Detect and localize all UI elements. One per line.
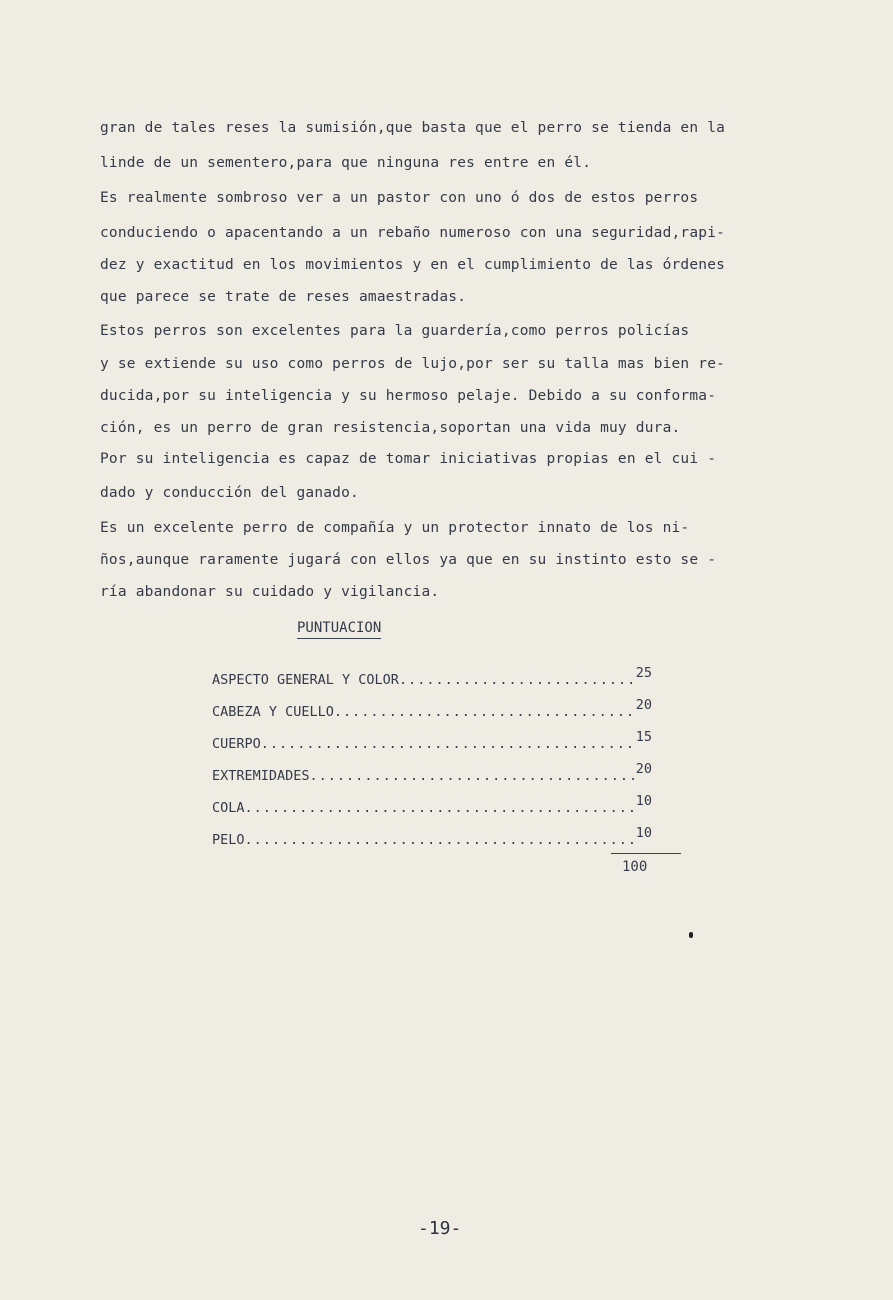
body-line: dado y conducción del ganado. <box>100 485 359 501</box>
score-label: COLA <box>212 800 245 816</box>
body-line: gran de tales reses la sumisión,que basta que el perro se tienda en la <box>100 120 726 136</box>
leader-dots <box>245 800 636 816</box>
scoring-title: PUNTUACION <box>297 620 381 639</box>
body-line: Es un excelente perro de compañía y un protector innato de los ni- <box>100 520 690 536</box>
body-line: y se extiende su uso como perros de lujo,por ser su talla mas bien re- <box>100 356 726 372</box>
score-label: PELO <box>212 832 245 848</box>
score-row <box>212 761 652 784</box>
score-row <box>212 665 652 688</box>
score-label: CUERPO <box>212 736 261 752</box>
ink-speck <box>689 932 693 938</box>
bleed-through-text <box>112 300 812 660</box>
score-row <box>212 729 652 752</box>
leader-dots <box>261 736 636 752</box>
body-line: linde de un sementero,para que ninguna res entre en él. <box>100 155 592 171</box>
score-label: ASPECTO GENERAL Y COLOR <box>212 672 399 688</box>
score-row <box>212 825 652 848</box>
body-line: que parece se trate de reses amaestradas. <box>100 289 467 305</box>
body-line: ños,aunque raramente jugará con ellos ya que en su instinto esto se - <box>100 552 717 568</box>
score-label: CABEZA Y CUELLO <box>212 704 334 720</box>
body-line: Estos perros son excelentes para la guardería,como perros policías <box>100 323 690 339</box>
body-line: Por su inteligencia es capaz de tomar iniciativas propias en el cui - <box>100 451 717 467</box>
leader-dots <box>399 672 636 688</box>
score-total: 100 <box>622 859 648 875</box>
leader-dots <box>245 832 636 848</box>
sum-rule <box>611 853 681 854</box>
leader-dots <box>310 768 636 784</box>
score-value: 20 <box>635 761 652 777</box>
body-line: ducida,por su inteligencia y su hermoso pelaje. Debido a su conforma- <box>100 388 717 404</box>
score-value: 10 <box>635 825 652 841</box>
score-value: 25 <box>635 665 652 681</box>
score-value: 15 <box>635 729 652 745</box>
page-number: -19- <box>418 1218 462 1239</box>
score-row <box>212 793 652 816</box>
score-row <box>212 697 652 720</box>
body-line: Es realmente sombroso ver a un pastor con uno ó dos de estos perros <box>100 190 699 206</box>
body-line: dez y exactitud en los movimientos y en el cumplimiento de las órdenes <box>100 257 726 273</box>
leader-dots <box>334 704 636 720</box>
body-line: ción, es un perro de gran resistencia,soportan una vida muy dura. <box>100 420 681 436</box>
body-line: conduciendo o apacentando a un rebaño numeroso con una seguridad,rapi- <box>100 225 726 241</box>
score-value: 10 <box>635 793 652 809</box>
score-label: EXTREMIDADES <box>212 768 310 784</box>
score-value: 20 <box>635 697 652 713</box>
body-line: ría abandonar su cuidado y vigilancia. <box>100 584 440 600</box>
